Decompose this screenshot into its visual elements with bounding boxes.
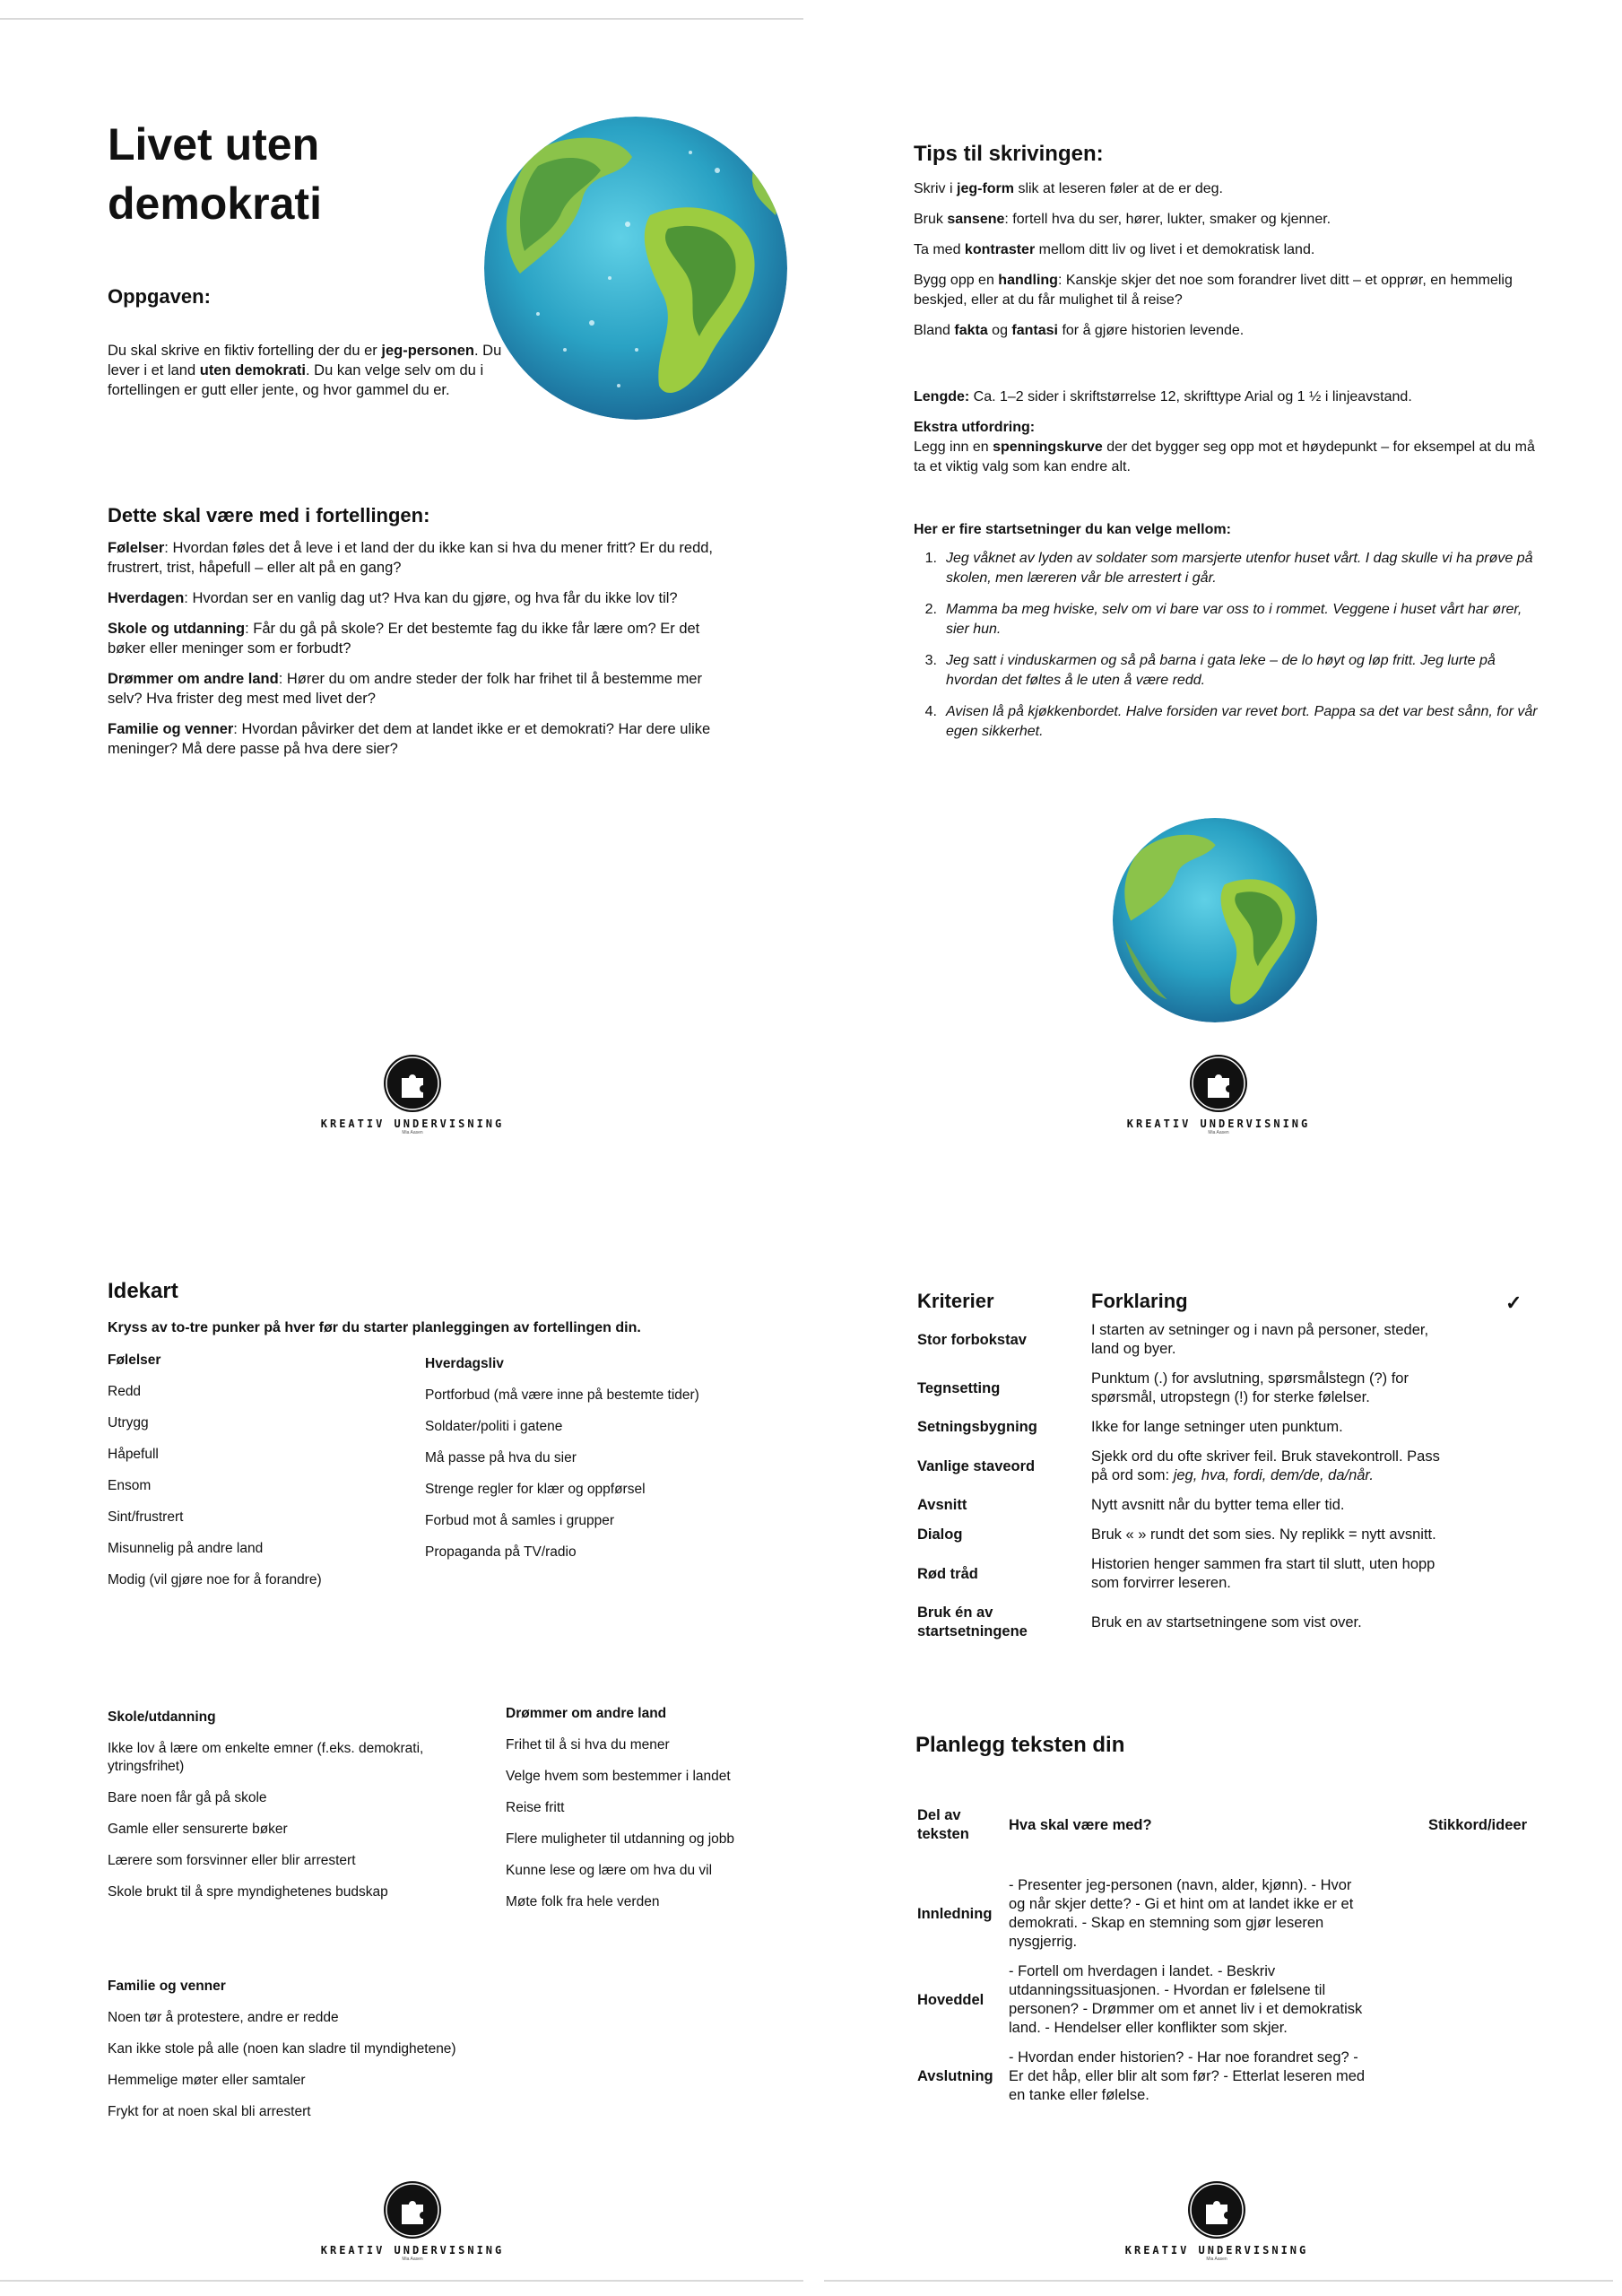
plan-content: - Hvordan ender historien? - Har noe forandret seg? - Er det håp, eller blir alt som før? - Etterlat leseren med en tanke eller følelse. <box>1009 2049 1366 2103</box>
starter-text: Jeg våknet av lyden av soldater som marsjerte utenfor huset vårt. I dag skulle vi ha prøve på skolen, men læreren vår ble arrestert i går. <box>946 551 1533 586</box>
tip-bold: handling <box>998 273 1058 288</box>
logo <box>314 1055 511 1135</box>
explanation-header: Forklaring <box>1091 1290 1188 1312</box>
tip-text: Bland <box>914 323 955 338</box>
length-text: Ca. 1–2 sider i skriftstørrelse 12, skrifttype Arial og 1 ½ i linjeavstand. <box>969 389 1412 404</box>
tip-bold: fantasi <box>1011 323 1058 338</box>
criteria-value-italic: jeg, hva, fordi, dem/de, da/når. <box>1173 1467 1374 1483</box>
page-title <box>108 115 322 233</box>
criteria-value: Nytt avsnitt når du bytter tema eller tid. <box>1091 1497 1345 1513</box>
include-text: : Hvordan påvirker det dem at landet ikke er et demokrati? Har dere ulike meninger? Må dere passe på hva dere sier? <box>108 721 711 757</box>
puzzle-icon <box>1190 1055 1247 1112</box>
page-bottom-rule <box>0 2280 803 2282</box>
task-text-bold: uten demokrati <box>199 362 307 378</box>
title-line-1: Livet uten <box>108 119 320 170</box>
plan-row <box>917 2043 1527 2110</box>
task-text-bold: jeg-personen <box>381 343 474 359</box>
group-school <box>108 1709 484 1915</box>
starter-item <box>914 702 1541 742</box>
length-line <box>914 387 1541 407</box>
starter-number: 2. <box>924 602 937 617</box>
include-item <box>108 588 713 608</box>
list-item: Reise fritt <box>506 1800 565 1815</box>
task-text: . Du lever i et land <box>108 343 502 378</box>
criteria-value: Bruk « » rundt det som sies. Ny replikk = nytt avsnitt. <box>1091 1526 1436 1543</box>
include-item <box>108 719 713 759</box>
include-item <box>108 538 713 578</box>
list-item: Misunnelig på andre land <box>108 1541 264 1556</box>
criteria-row <box>917 1442 1444 1491</box>
criteria-row <box>917 1520 1444 1550</box>
plan-content: - Fortell om hverdagen i landet. - Beskriv utdanningssituasjonen. - Hvordan er følelsene til personen? - Drømmer om et annet liv i et demokratisk land. - Hendelser eller konflikter som skjer. <box>1009 1963 1363 2036</box>
include-term: Følelser <box>108 540 165 556</box>
list-item: Modig (vil gjøre noe for å forandre) <box>108 1572 322 1587</box>
tips-list <box>914 179 1541 352</box>
logo-subtitle: Mia Aasen <box>1206 2257 1227 2262</box>
list-item: Møte folk fra hele verden <box>506 1894 660 1909</box>
include-item <box>108 619 713 658</box>
criteria-value: Historien henger sammen fra start til slutt, uten hopp som forvirrer leseren. <box>1091 1556 1436 1591</box>
list-item: Redd <box>108 1384 142 1399</box>
include-term: Familie og venner <box>108 721 234 737</box>
tip-text: : fortell hva du ser, hører, lukter, smaker og kjenner. <box>1004 212 1331 227</box>
task-text: . Du kan velge selv om du i fortellingen er gutt eller jente, og hvor gammel du er. <box>108 362 484 398</box>
logo-wordmark: KREATIV UNDERVISNING <box>320 1118 505 1130</box>
group-feelings <box>108 1352 403 1603</box>
checkmark-icon: ✓ <box>1505 1292 1522 1314</box>
tip-text: Ta med <box>914 242 965 257</box>
group-title: Familie og venner <box>108 1979 226 1994</box>
puzzle-icon <box>1188 2181 1245 2239</box>
criteria-key: Avsnitt <box>917 1497 967 1513</box>
extra-challenge <box>914 418 1541 477</box>
list-item: Ikke lov å lære om enkelte emner (f.eks. demokrati, ytringsfrihet) <box>108 1741 424 1774</box>
plan-content: - Presenter jeg-personen (navn, alder, kjønn). - Hvor og når skjer dette? - Gi et hint om at landet ikke er et demokrati. - Skap en stemning som gjør leseren nysgjerrig. <box>1009 1877 1354 1950</box>
list-item: Noen tør å protestere, andre er redde <box>108 2010 339 2025</box>
tip-text: Skriv i <box>914 181 957 196</box>
logo-subtitle: Mia Aasen <box>402 2257 423 2262</box>
list-item: Strenge regler for klær og oppførsel <box>425 1482 646 1497</box>
plan-row <box>917 1957 1527 2043</box>
tip-bold: jeg-form <box>957 181 1014 196</box>
plan-notes[interactable] <box>1394 1957 1527 2043</box>
starter-number: 3. <box>924 653 937 668</box>
length-label: Lengde: <box>914 389 970 404</box>
criteria-row <box>917 1364 1444 1413</box>
starter-number: 1. <box>924 551 937 566</box>
puzzle-icon <box>384 1055 441 1112</box>
criteria-row <box>917 1598 1444 1647</box>
criteria-value-text: Sjekk ord du ofte skriver feil. Bruk stavekontroll. Pass på ord som: <box>1091 1448 1440 1483</box>
tip-text: mellom ditt liv og livet i et demokratisk land. <box>1035 242 1315 257</box>
plan-part: Innledning <box>917 1905 993 1922</box>
logo-subtitle: Mia Aasen <box>402 1130 423 1135</box>
task-heading: Oppgaven: <box>108 285 211 308</box>
page-top-rule <box>0 18 803 20</box>
page-2 <box>811 0 1622 1148</box>
tip-text: for å gjøre historien levende. <box>1058 323 1245 338</box>
list-item: Soldater/politi i gatene <box>425 1419 563 1434</box>
criteria-key: Vanlige staveord <box>917 1457 1036 1474</box>
include-term: Hverdagen <box>108 590 185 606</box>
plan-header-row <box>917 1801 1527 1849</box>
list-item: Skole brukt til å spre myndighetenes budskap <box>108 1884 388 1900</box>
tips-heading: Tips til skrivingen: <box>914 142 1104 166</box>
tip-text: slik at leseren føler at de er deg. <box>1014 181 1223 196</box>
group-dreams <box>506 1706 742 1925</box>
include-text: : Får du gå på skole? Er det bestemte fag du ikke får lære om? Er det bøker eller meninger som er forbudt? <box>108 621 700 657</box>
plan-notes[interactable] <box>1394 1871 1527 1957</box>
plan-header-content: Hva skal være med? <box>1009 1816 1152 1833</box>
criteria-header: Kriterier <box>917 1290 994 1312</box>
criteria-value: Bruk en av startsetningene som vist over. <box>1091 1613 1362 1631</box>
starter-text: Mamma ba meg hviske, selv om vi bare var oss to i rommet. Veggene i huset vårt har ører, sier hun. <box>946 602 1522 637</box>
plan-part: Avslutning <box>917 2068 993 2084</box>
include-heading: Dette skal være med i fortellingen: <box>108 504 430 526</box>
criteria-key: Dialog <box>917 1526 963 1543</box>
list-item: Forbud mot å samles i grupper <box>425 1513 615 1528</box>
group-title: Hverdagsliv <box>425 1356 504 1371</box>
list-item: Gamle eller sensurerte bøker <box>108 1822 288 1837</box>
criteria-row <box>917 1491 1444 1520</box>
criteria-key: Rød tråd <box>917 1565 978 1582</box>
list-item: Frykt for at noen skal bli arrestert <box>108 2104 311 2119</box>
list-item: Hemmelige møter eller samtaler <box>108 2073 306 2088</box>
logo <box>1120 1055 1317 1135</box>
globe-illustration-small <box>1113 818 1317 1022</box>
tip-item <box>914 321 1541 341</box>
page-4 <box>811 1148 1622 2296</box>
criteria-row <box>917 1316 1444 1364</box>
group-everyday <box>425 1356 784 1575</box>
tip-text: Bruk <box>914 212 948 227</box>
list-item: Bare noen får gå på skole <box>108 1790 267 1805</box>
tip-item <box>914 271 1541 310</box>
starter-number: 4. <box>924 704 937 719</box>
task-description <box>108 341 513 400</box>
plan-header-part: Del av teksten <box>917 1807 969 1842</box>
list-item: Portforbud (må være inne på bestemte tider) <box>425 1387 699 1403</box>
idea-map-heading: Idekart <box>108 1279 178 1303</box>
extra-text: der det bygger seg opp mot et høydepunkt – for eksempel at du må ta et viktig valg som kan endre alt. <box>914 439 1535 474</box>
criteria-value: Punktum (.) for avslutning, spørsmålstegn (?) for spørsmål, utropstegn (!) for sterke følelser. <box>1091 1370 1409 1405</box>
plan-heading: Planlegg teksten din <box>915 1733 1125 1757</box>
plan-table <box>917 1801 1527 2110</box>
logo-wordmark: KREATIV UNDERVISNING <box>320 2244 505 2257</box>
criteria-header-row <box>917 1286 1444 1316</box>
starter-item <box>914 651 1541 691</box>
list-item: Flere muligheter til utdanning og jobb <box>506 1831 735 1847</box>
globe-illustration <box>484 117 787 420</box>
page-3 <box>0 1148 811 2296</box>
tip-text: : Kanskje skjer det noe som forandrer livet ditt – et opprør, en hemmelig beskjed, eller at du får mulighet til å reise? <box>914 273 1513 308</box>
include-list <box>108 538 713 770</box>
criteria-table <box>917 1286 1444 1647</box>
task-text: Du skal skrive en fiktiv fortelling der du er <box>108 343 382 359</box>
title-line-2: demokrati <box>108 178 322 229</box>
list-item: Sint/frustrert <box>108 1509 184 1525</box>
list-item: Håpefull <box>108 1447 159 1462</box>
logo-wordmark: KREATIV UNDERVISNING <box>1126 1118 1311 1130</box>
list-item: Propaganda på TV/radio <box>425 1544 577 1560</box>
logo <box>1118 2181 1315 2262</box>
page-1 <box>0 0 811 1148</box>
include-term: Skole og utdanning <box>108 621 246 637</box>
tip-bold: fakta <box>954 323 988 338</box>
tip-item <box>914 240 1541 260</box>
criteria-key: Setningsbygning <box>917 1419 1037 1435</box>
idea-map-instruction: Kryss av to-tre punker på hver før du starter planleggingen av fortellingen din. <box>108 1320 641 1335</box>
tip-text: og <box>987 323 1012 338</box>
criteria-row <box>917 1413 1444 1442</box>
group-title: Følelser <box>108 1352 161 1368</box>
criteria-value: I starten av setninger og i navn på personer, steder, land og byer. <box>1091 1322 1429 1357</box>
extra-text: Legg inn en <box>914 439 993 455</box>
starter-text: Jeg satt i vinduskarmen og så på barna i gata leke – de lo høyt og løp fritt. Jeg lurte på hvordan det føltes å le uten å være redd. <box>946 653 1496 688</box>
criteria-key: Stor forbokstav <box>917 1331 1027 1348</box>
logo-subtitle: Mia Aasen <box>1208 1130 1229 1135</box>
starters-list <box>914 549 1541 753</box>
group-family <box>108 1979 610 2135</box>
logo <box>314 2181 511 2262</box>
tip-item <box>914 210 1541 230</box>
criteria-row <box>917 1550 1444 1598</box>
plan-notes[interactable] <box>1394 2043 1527 2110</box>
tip-text: Bygg opp en <box>914 273 999 288</box>
list-item: Utrygg <box>108 1415 149 1431</box>
page-bottom-rule <box>824 2280 1613 2282</box>
include-text: : Hører du om andre steder der folk har frihet til å bestemme mer selv? Hva frister deg mest med livet der? <box>108 671 702 707</box>
include-term: Drømmer om andre land <box>108 671 279 687</box>
list-item: Velge hvem som bestemmer i landet <box>506 1769 731 1784</box>
include-text: : Hvordan ser en vanlig dag ut? Hva kan du gjøre, og hva får du ikke lov til? <box>184 590 678 606</box>
criteria-value: Ikke for lange setninger uten punktum. <box>1091 1419 1343 1435</box>
plan-header-notes: Stikkord/ideer <box>1427 1816 1527 1833</box>
list-item: Lærere som forsvinner eller blir arrestert <box>108 1853 356 1868</box>
list-item: Kan ikke stole på alle (noen kan sladre til myndighetene) <box>108 2041 456 2057</box>
criteria-value <box>1091 1442 1444 1491</box>
puzzle-icon <box>384 2181 441 2239</box>
criteria-key: Bruk én av startsetningene <box>917 1605 1028 1639</box>
extra-label: Ekstra utfordring: <box>914 420 1036 435</box>
include-item <box>108 669 713 709</box>
list-item: Frihet til å si hva du mener <box>506 1737 670 1752</box>
starter-item <box>914 600 1541 639</box>
plan-part: Hoveddel <box>917 1991 984 2008</box>
list-item: Kunne lese og lære om hva du vil <box>506 1863 713 1878</box>
starters-heading: Her er fire startsetninger du kan velge mellom: <box>914 522 1231 537</box>
tip-bold: kontraster <box>964 242 1036 257</box>
list-item: Ensom <box>108 1478 152 1493</box>
list-item: Må passe på hva du sier <box>425 1450 577 1465</box>
extra-bold: spenningskurve <box>993 439 1103 455</box>
plan-row <box>917 1871 1527 1957</box>
criteria-key: Tegnsetting <box>917 1379 1001 1396</box>
include-text: : Hvordan føles det å leve i et land der du ikke kan si hva du mener fritt? Er du redd, frustrert, trist, håpefull – eller alt på en gang? <box>108 540 714 576</box>
group-title: Drømmer om andre land <box>506 1706 667 1721</box>
logo-wordmark: KREATIV UNDERVISNING <box>1124 2244 1309 2257</box>
starter-item <box>914 549 1541 588</box>
tip-item <box>914 179 1541 199</box>
group-title: Skole/utdanning <box>108 1709 216 1725</box>
tip-bold: sansene <box>947 212 1005 227</box>
starter-text: Avisen lå på kjøkkenbordet. Halve forsiden var revet bort. Pappa sa det var best sånn, for vår egen sikkerhet. <box>946 704 1538 739</box>
